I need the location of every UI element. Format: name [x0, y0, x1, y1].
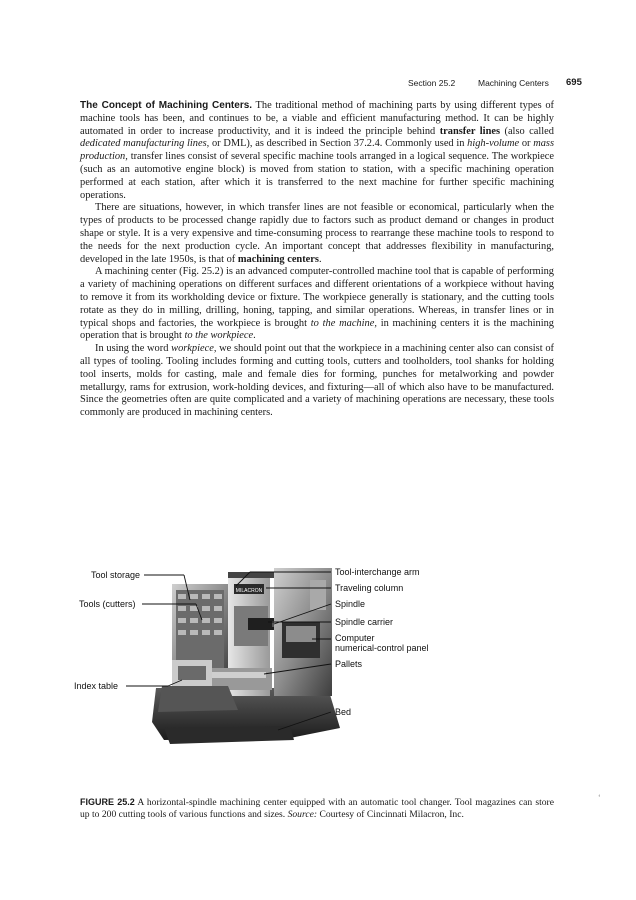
- label-computer: Computer: [335, 633, 375, 643]
- machining-center-photo: [78, 560, 558, 772]
- caption-source-label: Source:: [287, 808, 318, 820]
- figure-machining-center: [74, 560, 558, 772]
- paragraph-3: A machining center (Fig. 25.2) is an advanced computer-controlled machine tool that is capable of performing a variety of machining operations on different surfaces and different orientations of a workpiece without having to remove it from its workholding device or fixture. The workpiece generally is stationary, and the cutting tools rotate as they do in milling, drilling, honing, tapping, and similar operations. Whereas, in transfer lines or in typical shops and factories, the workpiece is brought to the machine, in machining centers it is the machining operation that is brought to the workpiece.: [80, 266, 554, 342]
- term-machining-centers: machining centers: [237, 253, 319, 265]
- section-run-in-heading: The Concept of Machining Centers.: [80, 100, 253, 111]
- label-tools-cutters: Tools (cutters): [79, 599, 136, 609]
- label-traveling-column: Traveling column: [335, 583, 404, 593]
- machine-brand-plate: MILACRON: [235, 588, 263, 594]
- paragraph-4: In using the word workpiece, we should point out that the workpiece in a machining center also can consist of all types of tooling. Tooling includes forming and cutting tools, cutters and toolholders, tool shanks for holding tool inserts, molds for casting, male and female dies for forming, punches for metalworking and powder metallurgy, rams for extrusion, work-holding devices, and fixturing—all of which also have to be manufactured. Since the geometries often are quite complicated and a variety of machining operations are necessary, these tools commonly are produced in machining centers.: [80, 343, 554, 419]
- paragraph-2: There are situations, however, in which transfer lines are not feasible or economical, particularly when the types of products to be processed change rapidly due to factors such as product demand or changes in product shape or style. It is a very expensive and time-consuming process to rearrange these machine tools to respond to the needs for the next production cycle. An important concept that addresses flexibility in manufacturing, developed in the late 1950s, is that of machining centers.: [80, 202, 554, 265]
- label-index-table: Index table: [74, 681, 119, 691]
- label-tool-interchange-arm: Tool-interchange arm: [335, 567, 420, 577]
- margin-mark: ‘: [598, 793, 601, 802]
- label-numerical-control-panel: numerical-control panel: [335, 643, 429, 653]
- label-pallets: Pallets: [335, 659, 363, 669]
- running-header: [0, 78, 636, 92]
- header-section: Section 25.2: [408, 78, 456, 88]
- figure-caption: FIGURE 25.2 A horizontal-spindle machining center equipped with an automatic tool changer. Tool magazines can store up to 200 cutting tools of various functions and sizes. Source: Courtesy of Cincinnati Milacron, Inc.: [80, 797, 554, 820]
- figure-number: FIGURE 25.2: [80, 797, 135, 807]
- label-spindle-carrier: Spindle carrier: [335, 617, 394, 627]
- header-chapter-title: Machining Centers: [478, 78, 549, 88]
- paragraph-1: The Concept of Machining Centers. The traditional method of machining parts by using different types of machine tools has been, and continues to be, a viable and efficient manufacturing method. It can be highly automated in order to increase productivity, and it is indeed the principle behind transfer lines (also called dedicated manufacturing lines, or DML), as described in Section 37.2.4. Commonly used in high-volume or mass production, transfer lines consist of several specific machine tools arranged in a logical sequence. The workpiece (such as an automotive engine block) is moved from station to station, with a specific machining operation performed at each station, after which it is transferred to the next machine for further specific machining operations.: [80, 100, 555, 201]
- label-bed: Bed: [335, 707, 352, 717]
- label-spindle: Spindle: [335, 599, 366, 609]
- body-text: [80, 100, 554, 420]
- term-transfer-lines: transfer lines: [439, 125, 500, 137]
- page-number: 695: [566, 77, 582, 88]
- label-tool-storage: Tool storage: [91, 570, 141, 580]
